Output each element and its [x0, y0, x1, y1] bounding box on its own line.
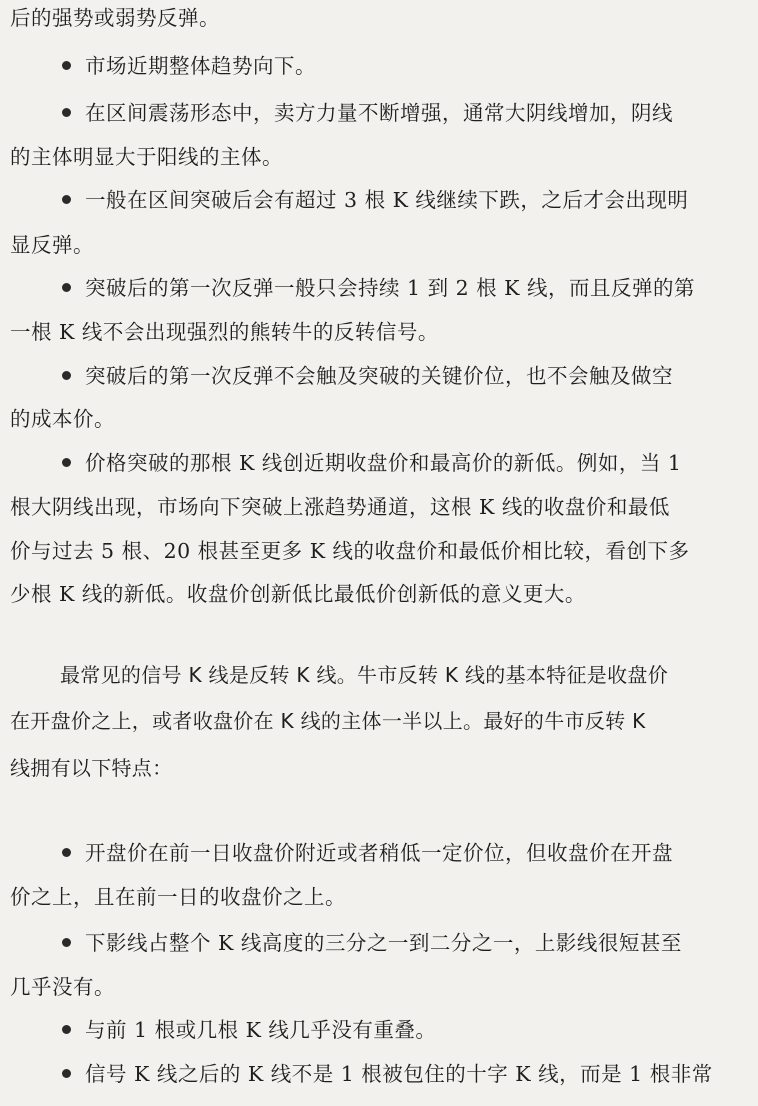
- bullet-icon: [62, 371, 71, 380]
- bullet-icon: [62, 938, 71, 947]
- text-content: 开盘价在前一日收盘价附近或者稍低一定价位，但收盘价在开盘: [85, 841, 673, 865]
- text-content: 下影线占整个 K 线高度的三分之一到二分之一，上影线很短甚至: [85, 931, 682, 955]
- text-line: [10, 539, 690, 563]
- text-content: 突破后的第一次反弹一般只会持续 1 到 2 根 K 线，而且反弹的第: [85, 276, 695, 300]
- text-content: 信号 K 线之后的 K 线不是 1 根被包住的十字 K 线，而是 1 根非常: [85, 1062, 713, 1086]
- text-content: 与前 1 根或几根 K 线几乎没有重叠。: [85, 1018, 437, 1042]
- bullet-item: [0, 101, 673, 125]
- bullet-item: [0, 931, 682, 955]
- text-content: 价格突破的那根 K 线创近期收盘价和最高价的新低。例如，当 1: [85, 451, 682, 475]
- text-content: 几乎没有。: [10, 975, 115, 999]
- text-content: 的成本价。: [10, 407, 115, 431]
- text-content: 一根 K 线不会出现强烈的熊转牛的反转信号。: [10, 320, 439, 344]
- bullet-item: [0, 1062, 713, 1086]
- text-line: [10, 975, 115, 999]
- bullet-item: [0, 276, 695, 300]
- bullet-icon: [62, 1069, 71, 1078]
- bullet-item: [0, 188, 688, 212]
- bullet-item: [0, 451, 681, 475]
- text-content: 在开盘价之上，或者收盘价在 K 线的主体一半以上。最好的牛市反转 K: [10, 709, 646, 733]
- bullet-item: [0, 364, 673, 388]
- text-line: [10, 495, 670, 519]
- text-content: 一般在区间突破后会有超过 3 根 K 线继续下跌，之后才会出现明: [85, 188, 689, 212]
- bullet-icon: [62, 458, 71, 467]
- text-content: 市场近期整体趋势向下。: [85, 54, 316, 78]
- text-content: 最常见的信号 K 线是反转 K 线。牛市反转 K 线的基本特征是收盘价: [60, 663, 668, 687]
- bullet-icon: [62, 108, 71, 117]
- text-line: [10, 233, 94, 257]
- text-content: 的主体明显大于阳线的主体。: [10, 145, 283, 169]
- text-content: 根大阴线出现，市场向下突破上涨趋势通道，这根 K 线的收盘价和最低: [10, 495, 670, 519]
- bullet-icon: [62, 61, 71, 70]
- text-content: 线拥有以下特点：: [10, 756, 173, 780]
- bullet-icon: [62, 848, 71, 857]
- text-line: [10, 407, 115, 431]
- text-content: 价与过去 5 根、20 根甚至更多 K 线的收盘价和最低价相比较，看创下多: [10, 539, 690, 563]
- text-line: [10, 320, 439, 344]
- paragraph-line: [60, 663, 668, 687]
- text-content: 价之上，且在前一日的收盘价之上。: [10, 885, 346, 909]
- bullet-icon: [62, 195, 71, 204]
- text-line: [10, 145, 283, 169]
- text-line: [10, 582, 586, 606]
- text-content: 突破后的第一次反弹不会触及突破的关键价位，也不会触及做空: [85, 364, 673, 388]
- text-content: 显反弹。: [10, 233, 94, 257]
- text-content: 后的强势或弱势反弹。: [10, 6, 220, 30]
- paragraph-line: [10, 709, 646, 733]
- bullet-icon: [62, 283, 71, 292]
- text-line: [10, 6, 220, 30]
- bullet-icon: [62, 1025, 71, 1034]
- bullet-item: [0, 1018, 436, 1042]
- bullet-item: [0, 54, 316, 78]
- paragraph-line: [10, 756, 172, 780]
- text-line: [10, 885, 346, 909]
- text-content: 少根 K 线的新低。收盘价创新低比最低价创新低的意义更大。: [10, 582, 586, 606]
- bullet-item: [0, 841, 673, 865]
- text-content: 在区间震荡形态中，卖方力量不断增强，通常大阴线增加，阴线: [85, 101, 673, 125]
